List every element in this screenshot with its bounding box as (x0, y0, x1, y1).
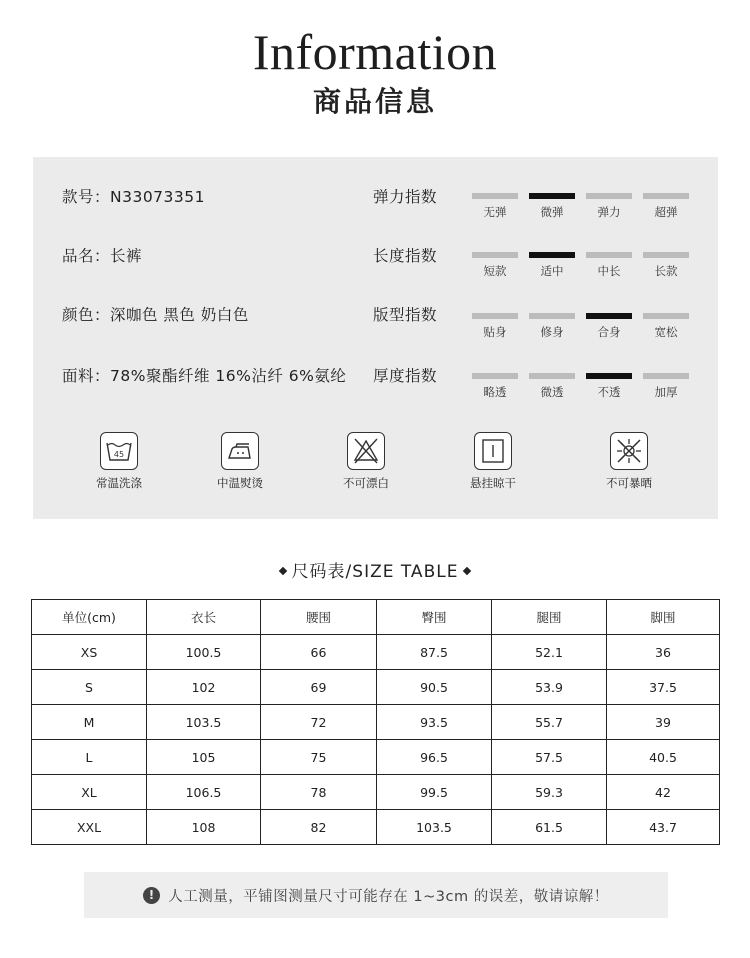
product-name: 品名：长裤 (62, 247, 143, 265)
scale-option: 合身 (597, 325, 621, 339)
scale-segment (529, 313, 575, 319)
care-bleach (326, 432, 406, 490)
table-cell: 96.5 (377, 740, 492, 775)
table-cell: 55.7 (492, 705, 607, 740)
scale-segment (643, 193, 689, 199)
table-cell: 106.5 (147, 775, 261, 810)
scale-option: 超弹 (654, 205, 678, 219)
table-header-row (32, 600, 720, 635)
table-header-cell: 衣长 (147, 600, 261, 635)
title-english: Information (252, 24, 498, 80)
table-cell: 99.5 (377, 775, 492, 810)
table-cell: 102 (147, 670, 261, 705)
table-cell: 37.5 (607, 670, 720, 705)
size-table-title-text: 尺码表/SIZE TABLE (291, 562, 459, 582)
thickness-scale (472, 373, 690, 403)
table-cell: 103.5 (377, 810, 492, 845)
care-label: 悬挂晾干 (470, 476, 516, 490)
table-row (32, 740, 720, 775)
scale-segment (529, 373, 575, 379)
table-cell: 78 (261, 775, 377, 810)
scale-segment (472, 313, 518, 319)
table-header-cell: 腰围 (261, 600, 377, 635)
table-cell: 36 (607, 635, 720, 670)
care-wash (79, 432, 159, 490)
table-cell: 42 (607, 775, 720, 810)
table-cell: S (32, 670, 147, 705)
table-row (32, 670, 720, 705)
length-scale (472, 252, 690, 282)
table-cell: 108 (147, 810, 261, 845)
measurement-notice (84, 872, 668, 918)
scale-option: 修身 (540, 325, 564, 339)
scale-segment (586, 313, 632, 319)
table-cell: 105 (147, 740, 261, 775)
scale-option: 微弹 (540, 205, 564, 219)
scale-segment (529, 252, 575, 258)
table-cell: 53.9 (492, 670, 607, 705)
table-row (32, 775, 720, 810)
table-cell: 57.5 (492, 740, 607, 775)
table-cell: 69 (261, 670, 377, 705)
hang-dry-icon (478, 436, 508, 466)
scale-option: 不透 (597, 385, 621, 399)
size-table-title (0, 561, 750, 583)
care-dry (453, 432, 533, 490)
table-cell: 59.3 (492, 775, 607, 810)
style-number: 款号：N33073351 (62, 188, 205, 206)
diamond-bullet-icon (278, 566, 286, 574)
scale-option: 贴身 (483, 325, 507, 339)
scale-option: 短款 (483, 264, 507, 278)
fit-index-label: 版型指数 (373, 306, 438, 324)
care-label: 常温洗涤 (96, 476, 142, 490)
scale-segment (472, 373, 518, 379)
table-cell: 40.5 (607, 740, 720, 775)
table-cell: L (32, 740, 147, 775)
scale-option: 中长 (597, 264, 621, 278)
notice-text: 人工测量，平铺图测量尺寸可能存在 1~3cm 的误差，敬请谅解！ (168, 888, 609, 905)
length-index-label: 长度指数 (373, 247, 438, 265)
table-cell: XXL (32, 810, 147, 845)
table-cell: 75 (261, 740, 377, 775)
table-cell: XL (32, 775, 147, 810)
scale-segment (643, 373, 689, 379)
care-label: 不可暴晒 (606, 476, 652, 490)
table-cell: 100.5 (147, 635, 261, 670)
scale-segment (586, 252, 632, 258)
thickness-index-label: 厚度指数 (373, 367, 438, 385)
scale-option: 微透 (540, 385, 564, 399)
table-cell: 52.1 (492, 635, 607, 670)
table-header-cell: 臀围 (377, 600, 492, 635)
scale-option: 略透 (483, 385, 507, 399)
scale-segment (586, 373, 632, 379)
exclamation-icon: ! (143, 887, 160, 904)
table-cell: 90.5 (377, 670, 492, 705)
table-header-cell: 脚围 (607, 600, 720, 635)
table-cell: 103.5 (147, 705, 261, 740)
table-row (32, 635, 720, 670)
scale-segment (529, 193, 575, 199)
scale-option: 弹力 (597, 205, 621, 219)
scale-segment (586, 193, 632, 199)
elasticity-index-label: 弹力指数 (373, 188, 438, 206)
table-row (32, 705, 720, 740)
table-cell: 72 (261, 705, 377, 740)
table-header-cell: 单位(cm) (32, 600, 147, 635)
table-cell: XS (32, 635, 147, 670)
scale-segment (643, 252, 689, 258)
title-chinese: 商品信息 (312, 85, 437, 118)
scale-segment (472, 193, 518, 199)
table-cell: 93.5 (377, 705, 492, 740)
no-bleach-icon (351, 436, 381, 466)
scale-option: 长款 (654, 264, 678, 278)
scale-option: 加厚 (654, 385, 678, 399)
elasticity-scale (472, 193, 690, 223)
fit-scale (472, 313, 690, 343)
size-table (31, 599, 720, 845)
table-cell: 82 (261, 810, 377, 845)
table-cell: 87.5 (377, 635, 492, 670)
table-header-cell: 腿围 (492, 600, 607, 635)
product-colors: 颜色：深咖色 黑色 奶白色 (62, 306, 249, 324)
table-cell: M (32, 705, 147, 740)
product-fabric: 面料：78%聚酯纤维 16%沾纤 6%氨纶 (62, 367, 347, 385)
table-cell: 43.7 (607, 810, 720, 845)
scale-option: 无弹 (483, 205, 507, 219)
care-label: 不可漂白 (343, 476, 389, 490)
wash-temperature: 45 (113, 450, 125, 459)
iron-medium-icon (225, 436, 255, 466)
care-sun (589, 432, 669, 490)
table-row (32, 810, 720, 845)
care-label: 中温熨烫 (217, 476, 263, 490)
table-cell: 66 (261, 635, 377, 670)
diamond-bullet-icon (463, 566, 471, 574)
wash-45-icon (104, 436, 134, 466)
table-cell: 39 (607, 705, 720, 740)
scale-segment (472, 252, 518, 258)
scale-option: 宽松 (654, 325, 678, 339)
table-cell: 61.5 (492, 810, 607, 845)
scale-option: 适中 (540, 264, 564, 278)
no-sun-icon (614, 436, 644, 466)
scale-segment (643, 313, 689, 319)
care-iron (200, 432, 280, 490)
